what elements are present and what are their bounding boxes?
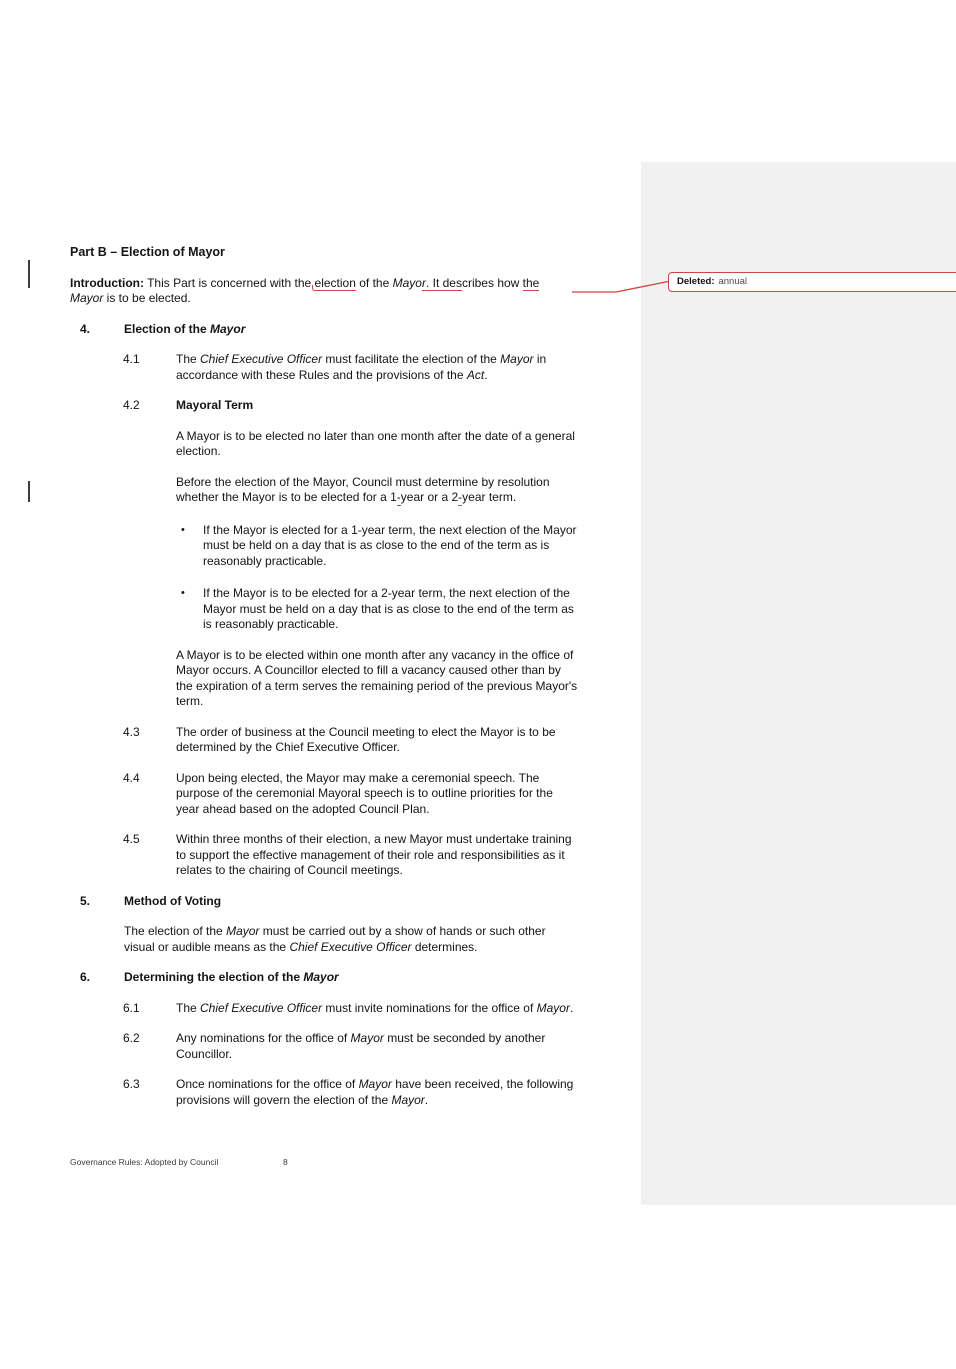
block-text <box>124 894 221 910</box>
text-segment: Mayor <box>226 924 260 938</box>
text-segment: visual or audible means as the <box>124 939 290 954</box>
text-segment: Mayor <box>70 291 104 305</box>
text-segment: Introduction: <box>70 275 144 290</box>
item-number: 4.3 <box>123 724 140 739</box>
text-segment: must be carried out by a show of hands or such other <box>259 924 546 938</box>
text-segment: Chief Executive Officer <box>289 939 412 954</box>
item-number: 4.4 <box>123 770 140 785</box>
clause-6-3 <box>123 1077 956 1108</box>
text-segment: must facilitate the election of the <box>322 352 501 366</box>
block-text <box>203 586 648 633</box>
deleted-annotation-callout[interactable] <box>668 272 956 292</box>
block-text <box>176 1031 651 1062</box>
text-segment: Mayor <box>536 1000 570 1015</box>
text-segment: the expiration of a term serves the remaining period of the previous Mayor's <box>176 678 578 693</box>
text-segment: determined by the Chief Executive Officer. <box>176 740 400 754</box>
section-5-heading <box>80 894 956 910</box>
text-segment: Method of Voting <box>124 893 222 908</box>
block-text <box>176 648 577 709</box>
block-text <box>176 352 651 383</box>
inserted-text: election <box>314 275 356 290</box>
footer-text: Governance Rules: Adopted by Council <box>70 1157 219 1167</box>
block-text <box>124 322 245 338</box>
page-number: 8 <box>283 1157 288 1167</box>
text-segment: The order of business at the Council meeting to elect the Mayor is to be <box>176 724 556 739</box>
deleted-label: Deleted: <box>677 276 715 288</box>
block-text <box>176 398 651 414</box>
clause-4-5 <box>123 832 956 879</box>
text-segment: . <box>569 1000 574 1015</box>
clause-4-2-paragraph-1 <box>176 429 651 460</box>
text-segment: Determining the election of the <box>124 970 304 984</box>
text-segment: Once nominations for the office of <box>176 1077 359 1091</box>
text-segment: is to be elected. <box>103 291 191 305</box>
text-segment: Before the election of the Mayor, Council must determine by resolution <box>176 474 550 489</box>
item-number: 5. <box>80 893 91 908</box>
block-text <box>176 832 651 879</box>
item-number: 6.1 <box>123 1000 140 1015</box>
text-segment: Part B – Election of Mayor <box>70 245 225 259</box>
block-text <box>176 725 651 756</box>
block-text <box>70 245 225 259</box>
text-segment: must be seconded by another <box>383 1031 546 1045</box>
inserted-text: r <box>421 275 426 290</box>
text-segment: term. <box>176 694 204 708</box>
text-segment: must be held on a day that is as close to the end of the term as is <box>203 538 550 552</box>
text-segment: Chief Executive Officer <box>200 352 323 366</box>
item-number: 4.1 <box>123 352 140 366</box>
text-segment: is reasonably practicable. <box>203 617 339 631</box>
block-text <box>176 429 575 459</box>
text-segment: The <box>176 352 201 366</box>
clause-4-4 <box>123 771 956 818</box>
text-segment: Act <box>466 367 485 382</box>
document-body <box>0 245 956 1108</box>
block-text <box>124 970 339 986</box>
section-5-paragraph <box>124 924 649 955</box>
text-segment: Mayor <box>358 1077 392 1091</box>
text-segment: Councillor. <box>176 1046 233 1061</box>
text-segment: have been received, the following <box>391 1077 574 1091</box>
text-segment: whether the Mayor is to be elected for a 1 <box>176 490 397 504</box>
block-text <box>70 276 539 306</box>
text-segment: A Mayor is to be elected no later than one month after the date of a general <box>176 428 575 443</box>
text-segment: This Part is concerned with the <box>143 275 315 290</box>
text-segment: in <box>533 352 547 366</box>
section-6-heading <box>80 970 956 986</box>
inserted-text: - <box>396 490 401 504</box>
text-segment: Mayoral Term <box>176 398 254 412</box>
item-number: 4.2 <box>123 398 140 412</box>
text-segment: of the <box>355 275 393 290</box>
block-text <box>124 924 546 954</box>
text-segment: Election of the <box>124 321 211 336</box>
text-segment: Mayo <box>392 275 422 290</box>
text-segment: The <box>176 1000 201 1015</box>
text-segment: must invite nominations for the office of <box>322 1000 537 1015</box>
clause-6-1 <box>123 1001 956 1017</box>
text-segment: accordance with these Rules and the provisions of the <box>176 367 467 382</box>
clause-4-2-heading <box>123 398 956 414</box>
bullet-marker: • <box>181 587 185 599</box>
text-segment: Mayor occurs. A Councillor elected to fill a vacancy caused other than by <box>176 663 561 677</box>
text-segment: If the Mayor is elected for a 1-year term, the next election of the Mayor <box>203 522 577 537</box>
text-segment: to support the effective management of their role and responsibilities as it <box>176 847 565 862</box>
text-segment: reasonably practicable. <box>203 553 327 568</box>
text-segment: . <box>424 1092 429 1107</box>
clause-6-2 <box>123 1031 956 1062</box>
clause-4-1 <box>123 352 956 383</box>
text-segment: Mayor <box>500 352 534 366</box>
text-segment: cribes how <box>461 275 523 290</box>
inserted-text: the <box>522 275 540 290</box>
text-segment: year ahead based on the adopted Council Plan. <box>176 801 430 816</box>
block-text <box>176 475 550 506</box>
block-text <box>176 1077 651 1108</box>
item-number: 4.5 <box>123 832 140 846</box>
text-segment: determines. <box>411 939 478 954</box>
text-segment: Any nominations for the office of <box>176 1031 351 1045</box>
block-text <box>203 523 648 570</box>
bullet-1-year-term <box>181 523 956 570</box>
text-segment: year or a 2 <box>400 490 459 504</box>
item-number: 6.3 <box>123 1077 140 1091</box>
deleted-text: annual <box>718 276 748 288</box>
text-segment: Mayor <box>350 1031 384 1045</box>
clause-4-3 <box>123 725 956 756</box>
item-number: 6. <box>80 970 91 984</box>
item-number: 6.2 <box>123 1031 140 1045</box>
introduction-paragraph <box>70 276 655 307</box>
text-segment: Upon being elected, the Mayor may make a ceremonial speech. The <box>176 770 540 785</box>
block-text <box>176 1001 651 1017</box>
text-segment: purpose of the ceremonial Mayoral speech is to outline priorities for the <box>176 786 553 800</box>
bullet-marker: • <box>181 523 185 536</box>
text-segment: If the Mayor is to be elected for a 2-year term, the next election of the <box>203 586 570 600</box>
section-4-heading <box>80 322 956 338</box>
clause-4-2-paragraph-2 <box>176 475 651 506</box>
clause-4-2-paragraph-3 <box>176 648 651 710</box>
text-segment: Mayor <box>210 321 246 336</box>
item-number: 4. <box>80 321 91 336</box>
heading-part-b <box>70 245 956 261</box>
text-segment: year term. <box>462 490 517 504</box>
inserted-text: - <box>458 490 463 504</box>
text-segment: Mayor <box>303 970 339 984</box>
text-segment: Mayor <box>391 1092 425 1107</box>
text-segment: . <box>484 367 488 382</box>
block-text <box>176 771 651 818</box>
inserted-text: . It des <box>425 275 462 290</box>
text-segment: relates to the chairing of Council meetings. <box>176 863 403 877</box>
bullet-2-year-term <box>181 586 956 633</box>
text-segment: election. <box>176 444 221 458</box>
text-segment: Mayor must be held on a day that is as close to the end of the term as <box>203 601 574 616</box>
text-segment: provisions will govern the election of the <box>176 1092 392 1107</box>
text-segment: A Mayor is to be elected within one month after any vacancy in the office of <box>176 647 574 662</box>
text-segment: Within three months of their election, a new Mayor must undertake training <box>176 832 572 846</box>
text-segment: Chief Executive Officer <box>200 1000 323 1015</box>
text-segment: The election of the <box>124 924 227 938</box>
